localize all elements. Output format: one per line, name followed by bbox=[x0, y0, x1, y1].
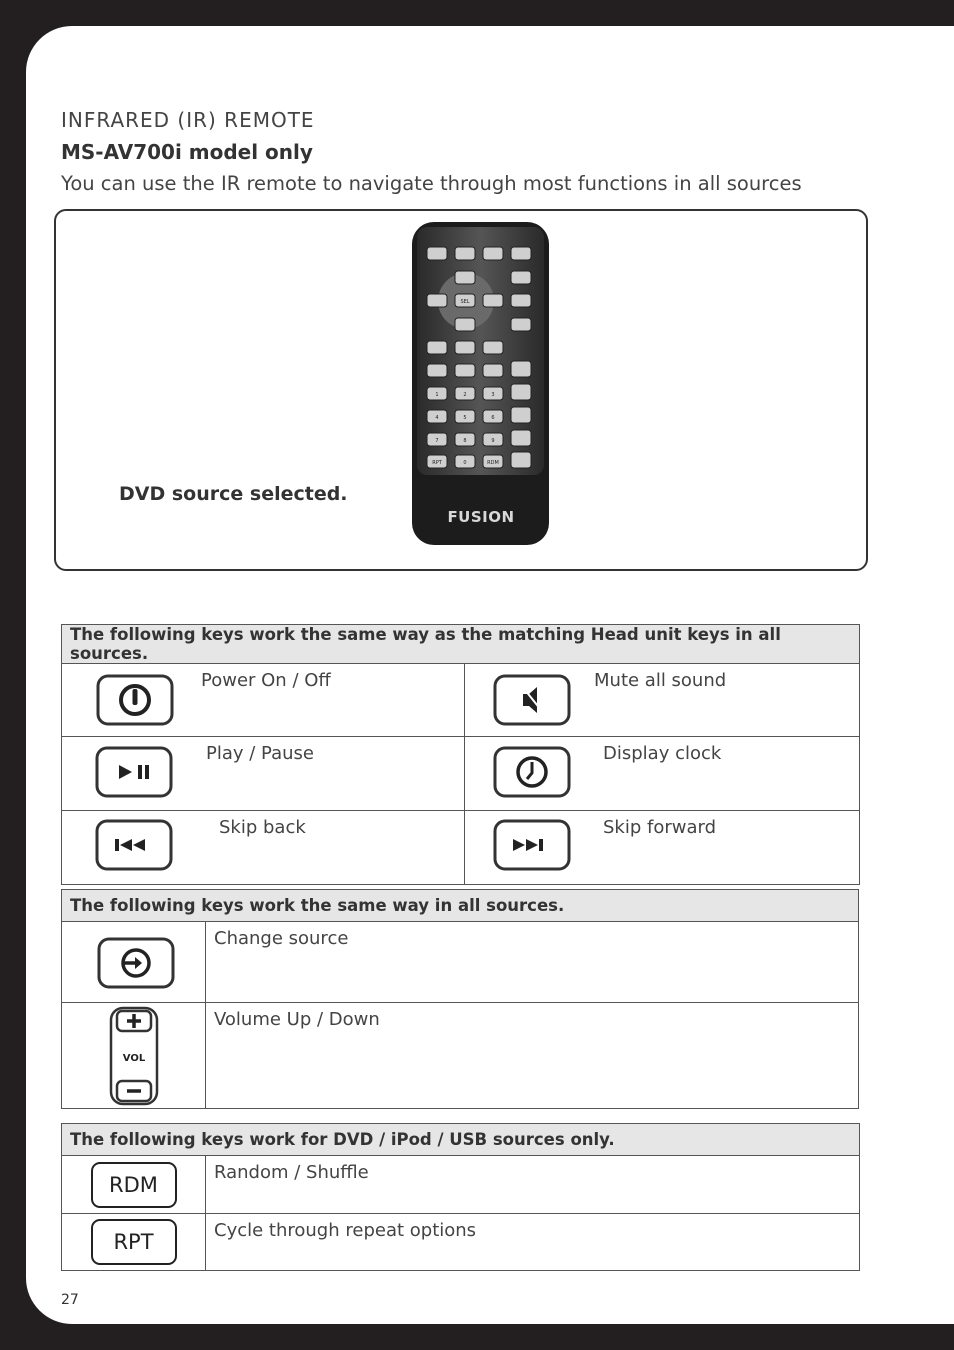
rpt-label: Cycle through repeat options bbox=[214, 1220, 477, 1241]
remote-brand-logo: FUSION bbox=[447, 508, 515, 526]
remote-key-1: 1 bbox=[435, 392, 439, 398]
remote-key-2: 2 bbox=[463, 392, 467, 398]
remote-key-rpt: RPT bbox=[432, 460, 442, 466]
table-row bbox=[62, 664, 465, 737]
figure-caption: DVD source selected. bbox=[119, 483, 348, 505]
remote-key-5: 5 bbox=[463, 415, 467, 421]
remote-key-4: 4 bbox=[435, 415, 439, 421]
volume-label: Volume Up / Down bbox=[214, 1009, 380, 1030]
ir-remote-image bbox=[411, 221, 551, 547]
page-number: 27 bbox=[61, 1292, 79, 1308]
play-pause-icon bbox=[95, 746, 173, 798]
table-row bbox=[62, 737, 465, 811]
table-header: The following keys work the same way in all sources. bbox=[62, 890, 859, 922]
rdm-label: Random / Shuffle bbox=[214, 1162, 369, 1183]
remote-key-9: 9 bbox=[491, 438, 495, 444]
media-keys-table bbox=[61, 1123, 860, 1271]
volume-key-label: VOL bbox=[122, 1053, 146, 1064]
table-header: The following keys work the same way as the matching Head unit keys in all sources. bbox=[62, 625, 860, 664]
remote-key-7: 7 bbox=[435, 438, 439, 444]
remote-key-rdm: RDM bbox=[487, 460, 499, 466]
remote-key-6: 6 bbox=[491, 415, 495, 421]
head-unit-keys-table bbox=[61, 624, 860, 885]
all-sources-keys-table bbox=[61, 889, 859, 1109]
table-row bbox=[465, 664, 860, 737]
power-label: Power On / Off bbox=[201, 670, 331, 691]
source-icon bbox=[97, 937, 175, 989]
table-row bbox=[62, 1156, 206, 1214]
remote-key-0: 0 bbox=[463, 460, 467, 466]
rpt-key-icon: RPT bbox=[91, 1219, 177, 1265]
volume-rocker-icon bbox=[108, 1006, 160, 1106]
intro-text: You can use the IR remote to navigate through most functions in all sources bbox=[61, 172, 802, 195]
table-row bbox=[62, 1003, 206, 1109]
table-row bbox=[62, 922, 206, 1003]
mute-icon bbox=[493, 674, 571, 726]
table-row bbox=[465, 811, 860, 885]
table-row bbox=[206, 1156, 860, 1214]
table-row bbox=[62, 811, 465, 885]
rdm-key-icon: RDM bbox=[91, 1162, 177, 1208]
section-title: INFRARED (IR) REMOTE bbox=[61, 108, 315, 132]
skip-back-icon bbox=[95, 819, 173, 871]
table-row bbox=[206, 1003, 859, 1109]
clock-label: Display clock bbox=[603, 743, 722, 764]
mute-label: Mute all sound bbox=[594, 670, 727, 691]
play-pause-label: Play / Pause bbox=[206, 743, 314, 764]
table-row bbox=[465, 737, 860, 811]
source-label: Change source bbox=[214, 928, 349, 949]
model-subtitle: MS-AV700i model only bbox=[61, 140, 313, 164]
remote-key-sel: SEL bbox=[460, 299, 470, 305]
table-row bbox=[206, 1214, 860, 1271]
power-icon bbox=[96, 674, 174, 726]
clock-icon bbox=[493, 746, 571, 798]
skip-forward-label: Skip forward bbox=[603, 817, 717, 838]
table-row bbox=[206, 922, 859, 1003]
table-header: The following keys work for DVD / iPod / USB sources only. bbox=[62, 1124, 860, 1156]
remote-key-3: 3 bbox=[491, 392, 495, 398]
remote-key-8: 8 bbox=[463, 438, 467, 444]
skip-back-label: Skip back bbox=[219, 817, 306, 838]
skip-forward-icon bbox=[493, 819, 571, 871]
table-row bbox=[62, 1214, 206, 1271]
